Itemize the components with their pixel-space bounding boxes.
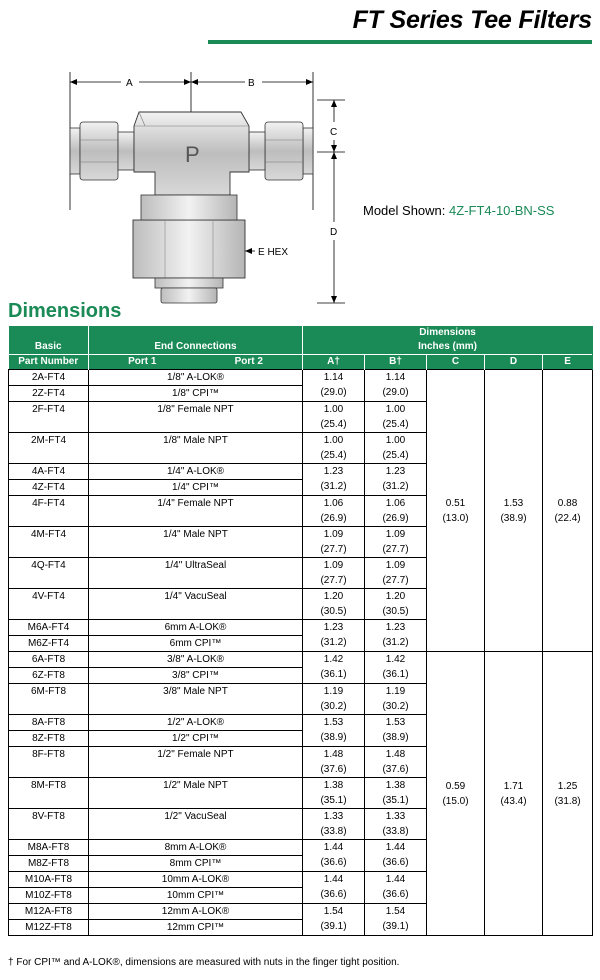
part-number-cell: 6Z-FT8 xyxy=(9,668,89,684)
dim-a-cell xyxy=(303,620,365,652)
dim-a-mm: (25.4) xyxy=(320,419,347,430)
dim-b-cell xyxy=(365,684,427,715)
dim-a-mm: (27.7) xyxy=(320,544,347,555)
end-connection-cell: 10mm A-LOK® xyxy=(89,872,303,888)
end-connection-cell: 8mm A-LOK® xyxy=(89,840,303,856)
dim-b-mm: (25.4) xyxy=(382,450,409,461)
dim-a-cell xyxy=(303,747,365,778)
dim-a-mm: (36.6) xyxy=(320,889,347,900)
dim-b-inch: 1.44 xyxy=(385,874,406,885)
dim-b-inch: 1.48 xyxy=(385,749,406,760)
part-number-cell: 4A-FT4 xyxy=(9,464,89,480)
dim-a-inch: 1.48 xyxy=(323,749,344,760)
dim-a-inch: 1.23 xyxy=(323,466,344,477)
table-row xyxy=(9,370,593,386)
dim-a-mm: (36.6) xyxy=(320,857,347,868)
dim-b-cell xyxy=(365,840,427,872)
dim-b-mm: (26.9) xyxy=(382,513,409,524)
end-connection-cell: 8mm CPI™ xyxy=(89,856,303,872)
dim-a-cell xyxy=(303,778,365,809)
dim-a-inch: 1.20 xyxy=(323,591,344,602)
dim-a-cell xyxy=(303,684,365,715)
dim-b-mm: (29.0) xyxy=(382,387,409,398)
dim-b-inch: 1.09 xyxy=(385,529,406,540)
dim-b-cell xyxy=(365,747,427,778)
end-connection-cell: 12mm A-LOK® xyxy=(89,904,303,920)
dim-b-inch: 1.09 xyxy=(385,560,406,571)
dim-a-inch: 1.00 xyxy=(323,435,344,446)
dim-b-mm: (35.1) xyxy=(382,795,409,806)
dim-a-cell xyxy=(303,904,365,936)
right-tube-end xyxy=(303,128,313,174)
dim-a-cell xyxy=(303,715,365,747)
dim-c-inch: 0.51 xyxy=(445,497,466,509)
dim-a-inch: 1.23 xyxy=(323,622,344,633)
part-number-cell: 8M-FT8 xyxy=(9,778,89,809)
dim-a-cell xyxy=(303,496,365,527)
dim-a-inch: 1.54 xyxy=(323,906,344,917)
label-a: A xyxy=(126,78,133,89)
header-col-d: D xyxy=(485,355,543,370)
dim-a-cell xyxy=(303,872,365,904)
dim-b-inch: 1.33 xyxy=(385,811,406,822)
dim-a-mm: (25.4) xyxy=(320,450,347,461)
dim-c-mm: (13.0) xyxy=(442,512,469,524)
dim-e-cell xyxy=(543,652,593,936)
dim-a-cell xyxy=(303,527,365,558)
header-col-e: E xyxy=(543,355,593,370)
dim-a-inch: 1.09 xyxy=(323,529,344,540)
end-connection-cell: 3/8" A-LOK® xyxy=(89,652,303,668)
tee-filter-drawing xyxy=(55,60,375,315)
part-number-cell: 4F-FT4 xyxy=(9,496,89,527)
dim-b-mm: (31.2) xyxy=(382,637,409,648)
dim-a-cell xyxy=(303,464,365,496)
footnote: † For CPI™ and A-LOK®, dimensions are measured with nuts in the finger tight position. xyxy=(8,957,400,968)
dim-a-inch: 1.19 xyxy=(323,686,344,697)
part-number-cell: 8F-FT8 xyxy=(9,747,89,778)
dim-b-inch: 1.20 xyxy=(385,591,406,602)
dimensions-table-body xyxy=(9,370,593,936)
dim-b-cell xyxy=(365,402,427,433)
dim-b-mm: (36.1) xyxy=(382,669,409,680)
dim-a-mm: (26.9) xyxy=(320,513,347,524)
dim-b-cell xyxy=(365,652,427,684)
dim-b-mm: (30.2) xyxy=(382,701,409,712)
end-connection-cell: 3/8" CPI™ xyxy=(89,668,303,684)
dim-b-cell xyxy=(365,778,427,809)
dim-a-inch: 1.44 xyxy=(323,874,344,885)
dim-a-cell xyxy=(303,370,365,402)
model-shown-code: 4Z-FT4-10-BN-SS xyxy=(449,203,555,218)
dim-a-mm: (33.8) xyxy=(320,826,347,837)
end-connection-cell: 1/2" A-LOK® xyxy=(89,715,303,731)
end-connection-cell: 1/4" VacuSeal xyxy=(89,589,303,620)
end-connection-cell: 1/8" CPI™ xyxy=(89,386,303,402)
dim-b-mm: (39.1) xyxy=(382,921,409,932)
part-number-cell: 8A-FT8 xyxy=(9,715,89,731)
header-col-b: B† xyxy=(365,355,427,370)
dim-e-inch: 0.88 xyxy=(557,497,578,509)
header-port2: Port 2 xyxy=(234,356,263,367)
part-number-cell: M8Z-FT8 xyxy=(9,856,89,872)
dim-b-mm: (33.8) xyxy=(382,826,409,837)
label-b: B xyxy=(248,78,255,89)
dim-a-mm: (27.7) xyxy=(320,575,347,586)
bottom-port xyxy=(161,288,217,303)
dim-a-inch: 1.44 xyxy=(323,842,344,853)
end-connection-cell: 1/2" Female NPT xyxy=(89,747,303,778)
dim-b-mm: (30.5) xyxy=(382,606,409,617)
part-number-cell: 2M-FT4 xyxy=(9,433,89,464)
dim-d-inch: 1.71 xyxy=(503,780,524,792)
bottom-hex xyxy=(133,220,245,278)
dim-e-mm: (22.4) xyxy=(554,512,581,524)
part-number-cell: 8V-FT8 xyxy=(9,809,89,840)
part-number-cell: 4V-FT4 xyxy=(9,589,89,620)
body-mark: P xyxy=(185,142,200,167)
dim-e-inch: 1.25 xyxy=(557,780,578,792)
header-col-a: A† xyxy=(303,355,365,370)
dim-b-inch: 1.23 xyxy=(385,466,406,477)
title-rule xyxy=(208,40,592,44)
end-connection-cell: 1/4" Male NPT xyxy=(89,527,303,558)
left-nut xyxy=(80,122,118,180)
dim-a-mm: (39.1) xyxy=(320,921,347,932)
dim-a-mm: (38.9) xyxy=(320,732,347,743)
dim-b-inch: 1.42 xyxy=(385,654,406,665)
dim-d-inch: 1.53 xyxy=(503,497,524,509)
end-connection-cell: 6mm A-LOK® xyxy=(89,620,303,636)
dim-b-mm: (38.9) xyxy=(382,732,409,743)
dim-a-inch: 1.33 xyxy=(323,811,344,822)
part-number-cell: 6A-FT8 xyxy=(9,652,89,668)
header-end-connections: End Connections xyxy=(89,326,303,355)
dim-a-cell xyxy=(303,433,365,464)
dim-c-inch: 0.59 xyxy=(445,780,466,792)
label-d: D xyxy=(330,227,338,238)
dim-a-inch: 1.14 xyxy=(323,372,344,383)
part-number-cell: M8A-FT8 xyxy=(9,840,89,856)
header-port1: Port 1 xyxy=(128,356,157,367)
end-connection-cell: 1/8" A-LOK® xyxy=(89,370,303,386)
dim-b-mm: (37.6) xyxy=(382,764,409,775)
dim-a-cell xyxy=(303,589,365,620)
dim-d-cell xyxy=(485,652,543,936)
dim-a-mm: (29.0) xyxy=(320,387,347,398)
right-nut xyxy=(265,122,303,180)
dim-a-inch: 1.53 xyxy=(323,717,344,728)
dim-b-inch: 1.44 xyxy=(385,842,406,853)
end-connection-cell: 6mm CPI™ xyxy=(89,636,303,652)
dim-d-mm: (43.4) xyxy=(500,795,527,807)
end-connection-cell: 1/4" A-LOK® xyxy=(89,464,303,480)
dim-b-inch: 1.06 xyxy=(385,498,406,509)
dim-a-inch: 1.00 xyxy=(323,404,344,415)
dim-c-cell xyxy=(427,370,485,652)
dim-b-inch: 1.23 xyxy=(385,622,406,633)
end-connection-cell: 12mm CPI™ xyxy=(89,920,303,936)
dim-a-mm: (35.1) xyxy=(320,795,347,806)
dim-b-cell xyxy=(365,464,427,496)
dim-d-cell xyxy=(485,370,543,652)
dim-b-cell xyxy=(365,496,427,527)
dim-b-mm: (36.6) xyxy=(382,857,409,868)
header-ports xyxy=(89,355,303,370)
dimensions-table xyxy=(8,326,593,936)
label-c: C xyxy=(330,127,338,138)
left-tube-end xyxy=(70,128,80,174)
dim-a-inch: 1.38 xyxy=(323,780,344,791)
dim-b-cell xyxy=(365,589,427,620)
dim-a-inch: 1.09 xyxy=(323,560,344,571)
model-shown-caption xyxy=(363,203,554,218)
dim-b-inch: 1.54 xyxy=(385,906,406,917)
dim-b-cell xyxy=(365,872,427,904)
dim-a-mm: (30.2) xyxy=(320,701,347,712)
dim-b-inch: 1.00 xyxy=(385,435,406,446)
dim-b-inch: 1.19 xyxy=(385,686,406,697)
dim-a-mm: (31.2) xyxy=(320,637,347,648)
part-number-cell: M12A-FT8 xyxy=(9,904,89,920)
dim-a-mm: (31.2) xyxy=(320,481,347,492)
table-row xyxy=(9,652,593,668)
dim-a-cell xyxy=(303,558,365,589)
end-connection-cell: 1/4" CPI™ xyxy=(89,480,303,496)
part-number-cell: 2Z-FT4 xyxy=(9,386,89,402)
end-connection-cell: 1/4" Female NPT xyxy=(89,496,303,527)
part-number-cell: 6M-FT8 xyxy=(9,684,89,715)
header-dimensions: Dimensions Inches (mm) xyxy=(303,326,593,355)
dim-b-mm: (27.7) xyxy=(382,575,409,586)
end-connection-cell: 3/8" Male NPT xyxy=(89,684,303,715)
part-number-cell: 4Z-FT4 xyxy=(9,480,89,496)
dim-b-mm: (31.2) xyxy=(382,481,409,492)
part-number-cell: M6A-FT4 xyxy=(9,620,89,636)
dim-a-mm: (30.5) xyxy=(320,606,347,617)
part-number-cell: 8Z-FT8 xyxy=(9,731,89,747)
part-number-cell: M6Z-FT4 xyxy=(9,636,89,652)
part-number-cell: 2F-FT4 xyxy=(9,402,89,433)
dim-a-cell xyxy=(303,652,365,684)
end-connection-cell: 1/2" CPI™ xyxy=(89,731,303,747)
dim-b-cell xyxy=(365,904,427,936)
part-number-cell: M10A-FT8 xyxy=(9,872,89,888)
part-number-cell: M12Z-FT8 xyxy=(9,920,89,936)
header-basic: Basic xyxy=(9,326,89,355)
dim-b-cell xyxy=(365,620,427,652)
dim-b-cell xyxy=(365,809,427,840)
dim-b-cell xyxy=(365,370,427,402)
dim-a-mm: (36.1) xyxy=(320,669,347,680)
dim-a-cell xyxy=(303,840,365,872)
dim-a-inch: 1.06 xyxy=(323,498,344,509)
part-number-cell: 2A-FT4 xyxy=(9,370,89,386)
dim-b-inch: 1.00 xyxy=(385,404,406,415)
end-connection-cell: 1/2" Male NPT xyxy=(89,778,303,809)
dim-b-inch: 1.38 xyxy=(385,780,406,791)
label-e-hex: E HEX xyxy=(258,247,289,258)
dim-c-mm: (15.0) xyxy=(442,795,469,807)
dim-a-mm: (37.6) xyxy=(320,764,347,775)
end-connection-cell: 10mm CPI™ xyxy=(89,888,303,904)
end-connection-cell: 1/8" Male NPT xyxy=(89,433,303,464)
section-title: Dimensions xyxy=(8,300,122,322)
part-number-cell: 4M-FT4 xyxy=(9,527,89,558)
end-connection-cell: 1/4" UltraSeal xyxy=(89,558,303,589)
dim-a-inch: 1.42 xyxy=(323,654,344,665)
part-number-cell: 4Q-FT4 xyxy=(9,558,89,589)
dim-b-inch: 1.53 xyxy=(385,717,406,728)
dim-d-mm: (38.9) xyxy=(500,512,527,524)
dim-e-mm: (31.8) xyxy=(554,795,581,807)
dim-b-cell xyxy=(365,527,427,558)
header-part-number: Part Number xyxy=(9,355,89,370)
part-number-cell: M10Z-FT8 xyxy=(9,888,89,904)
dim-c-cell xyxy=(427,652,485,936)
header-col-c: C xyxy=(427,355,485,370)
page-title: FT Series Tee Filters xyxy=(352,6,592,34)
dim-a-cell xyxy=(303,402,365,433)
dim-b-cell xyxy=(365,558,427,589)
dim-b-mm: (27.7) xyxy=(382,544,409,555)
dim-e-cell xyxy=(543,370,593,652)
dim-b-cell xyxy=(365,433,427,464)
model-shown-label: Model Shown: xyxy=(363,203,449,218)
end-connection-cell: 1/8" Female NPT xyxy=(89,402,303,433)
dim-b-mm: (25.4) xyxy=(382,419,409,430)
dim-a-cell xyxy=(303,809,365,840)
dim-b-mm: (36.6) xyxy=(382,889,409,900)
dim-b-cell xyxy=(365,715,427,747)
end-connection-cell: 1/2" VacuSeal xyxy=(89,809,303,840)
dim-b-inch: 1.14 xyxy=(385,372,406,383)
